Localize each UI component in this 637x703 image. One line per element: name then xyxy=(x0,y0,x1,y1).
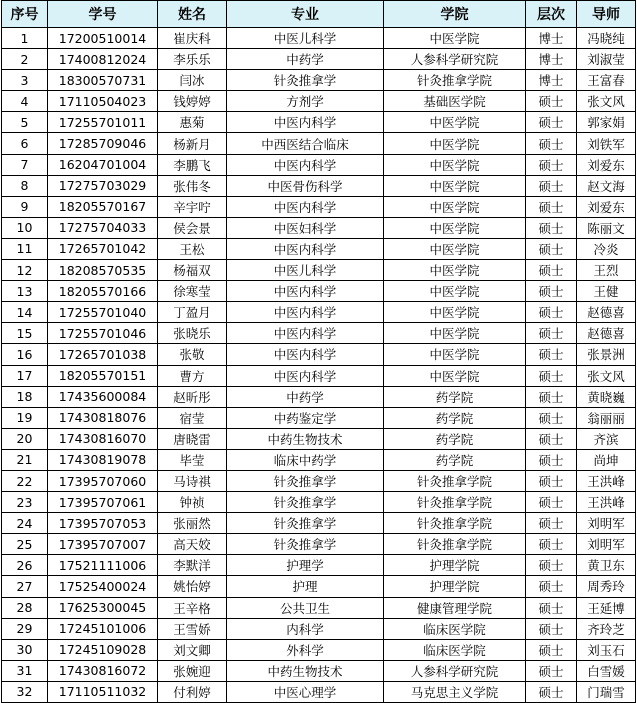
index-cell: 15 xyxy=(2,323,48,344)
college-cell: 中医学院 xyxy=(384,133,526,154)
student-id-cell: 16204701004 xyxy=(48,154,158,175)
advisor-cell: 刘明军 xyxy=(577,513,636,534)
student-id-cell: 18205570166 xyxy=(48,281,158,302)
level-cell: 硕士 xyxy=(526,217,577,238)
college-cell: 药学院 xyxy=(384,449,526,470)
student-id-cell: 17430818076 xyxy=(48,407,158,428)
college-cell: 基础医学院 xyxy=(384,91,526,112)
major-cell: 中药学 xyxy=(227,386,384,407)
index-cell: 6 xyxy=(2,133,48,154)
advisor-cell: 王延博 xyxy=(577,597,636,618)
advisor-cell: 黄晓巍 xyxy=(577,386,636,407)
table-body xyxy=(2,28,636,703)
name-cell: 张丽然 xyxy=(158,513,227,534)
student-id-cell: 17435600084 xyxy=(48,386,158,407)
college-cell: 临床医学院 xyxy=(384,618,526,639)
name-cell: 张伟冬 xyxy=(158,175,227,196)
index-cell: 13 xyxy=(2,281,48,302)
table-row xyxy=(2,449,636,470)
table-row xyxy=(2,28,636,49)
level-cell: 硕士 xyxy=(526,323,577,344)
name-cell: 李鹏飞 xyxy=(158,154,227,175)
advisor-cell: 齐玲芝 xyxy=(577,618,636,639)
advisor-cell: 冯晓纯 xyxy=(577,28,636,49)
student-id-cell: 17430819078 xyxy=(48,449,158,470)
student-id-cell: 17265701038 xyxy=(48,344,158,365)
advisor-cell: 刘铁军 xyxy=(577,133,636,154)
advisor-cell: 刘爱东 xyxy=(577,196,636,217)
table-row xyxy=(2,365,636,386)
table-row xyxy=(2,154,636,175)
student-id-cell: 17275704033 xyxy=(48,217,158,238)
level-cell: 硕士 xyxy=(526,344,577,365)
name-cell: 徐寒莹 xyxy=(158,281,227,302)
level-cell: 硕士 xyxy=(526,618,577,639)
student-roster-table xyxy=(1,0,636,703)
index-cell: 16 xyxy=(2,344,48,365)
major-cell: 中医妇科学 xyxy=(227,217,384,238)
major-cell: 公共卫生 xyxy=(227,597,384,618)
table-row xyxy=(2,534,636,555)
level-cell: 博士 xyxy=(526,49,577,70)
level-cell: 硕士 xyxy=(526,260,577,281)
level-cell: 硕士 xyxy=(526,534,577,555)
advisor-cell: 黄卫东 xyxy=(577,555,636,576)
advisor-cell: 翁丽丽 xyxy=(577,407,636,428)
college-cell: 中医学院 xyxy=(384,175,526,196)
name-cell: 高天姣 xyxy=(158,534,227,555)
name-cell: 惠菊 xyxy=(158,112,227,133)
college-cell: 针灸推拿学院 xyxy=(384,534,526,555)
level-cell: 硕士 xyxy=(526,407,577,428)
table-row xyxy=(2,323,636,344)
header-row xyxy=(2,1,636,28)
level-cell: 硕士 xyxy=(526,112,577,133)
advisor-cell: 王烈 xyxy=(577,260,636,281)
level-cell: 硕士 xyxy=(526,492,577,513)
level-cell: 硕士 xyxy=(526,576,577,597)
index-cell: 19 xyxy=(2,407,48,428)
level-cell: 硕士 xyxy=(526,365,577,386)
major-cell: 中医心理学 xyxy=(227,681,384,702)
index-cell: 32 xyxy=(2,681,48,702)
table-row xyxy=(2,175,636,196)
header-student-id: 学号 xyxy=(48,1,158,28)
level-cell: 博士 xyxy=(526,70,577,91)
table-row xyxy=(2,660,636,681)
level-cell: 硕士 xyxy=(526,91,577,112)
student-id-cell: 17430816070 xyxy=(48,428,158,449)
table-row xyxy=(2,576,636,597)
student-id-cell: 17110511032 xyxy=(48,681,158,702)
student-id-cell: 17395707060 xyxy=(48,470,158,491)
table-row xyxy=(2,681,636,702)
student-id-cell: 18205570151 xyxy=(48,365,158,386)
name-cell: 毕莹 xyxy=(158,449,227,470)
table-row xyxy=(2,555,636,576)
college-cell: 中医学院 xyxy=(384,344,526,365)
student-id-cell: 17245109028 xyxy=(48,639,158,660)
name-cell: 李默洋 xyxy=(158,555,227,576)
index-cell: 2 xyxy=(2,49,48,70)
index-cell: 10 xyxy=(2,217,48,238)
advisor-cell: 赵文海 xyxy=(577,175,636,196)
student-id-cell: 18208570535 xyxy=(48,260,158,281)
major-cell: 中医内科学 xyxy=(227,344,384,365)
major-cell: 针灸推拿学 xyxy=(227,534,384,555)
college-cell: 临床医学院 xyxy=(384,639,526,660)
major-cell: 内科学 xyxy=(227,618,384,639)
index-cell: 20 xyxy=(2,428,48,449)
index-cell: 18 xyxy=(2,386,48,407)
name-cell: 马诗祺 xyxy=(158,470,227,491)
major-cell: 外科学 xyxy=(227,639,384,660)
student-id-cell: 17265701042 xyxy=(48,238,158,259)
major-cell: 中药鉴定学 xyxy=(227,407,384,428)
index-cell: 21 xyxy=(2,449,48,470)
header-advisor: 导师 xyxy=(577,1,636,28)
name-cell: 赵昕彤 xyxy=(158,386,227,407)
table-row xyxy=(2,470,636,491)
student-id-cell: 17255701040 xyxy=(48,302,158,323)
name-cell: 唐晓雷 xyxy=(158,428,227,449)
name-cell: 钱婷婷 xyxy=(158,91,227,112)
table-row xyxy=(2,618,636,639)
level-cell: 硕士 xyxy=(526,281,577,302)
advisor-cell: 王健 xyxy=(577,281,636,302)
major-cell: 针灸推拿学 xyxy=(227,513,384,534)
name-cell: 侯会景 xyxy=(158,217,227,238)
level-cell: 硕士 xyxy=(526,449,577,470)
index-cell: 30 xyxy=(2,639,48,660)
college-cell: 药学院 xyxy=(384,407,526,428)
advisor-cell: 尚坤 xyxy=(577,449,636,470)
index-cell: 1 xyxy=(2,28,48,49)
name-cell: 杨福双 xyxy=(158,260,227,281)
student-id-cell: 17395707061 xyxy=(48,492,158,513)
college-cell: 针灸推拿学院 xyxy=(384,470,526,491)
major-cell: 中医内科学 xyxy=(227,112,384,133)
major-cell: 中医内科学 xyxy=(227,154,384,175)
major-cell: 中医骨伤科学 xyxy=(227,175,384,196)
table-row xyxy=(2,639,636,660)
advisor-cell: 王洪峰 xyxy=(577,492,636,513)
index-cell: 27 xyxy=(2,576,48,597)
student-id-cell: 17285709046 xyxy=(48,133,158,154)
level-cell: 硕士 xyxy=(526,470,577,491)
student-id-cell: 17430816072 xyxy=(48,660,158,681)
college-cell: 人参科学研究院 xyxy=(384,660,526,681)
advisor-cell: 刘爱东 xyxy=(577,154,636,175)
student-id-cell: 17521111006 xyxy=(48,555,158,576)
major-cell: 中医内科学 xyxy=(227,238,384,259)
college-cell: 中医学院 xyxy=(384,281,526,302)
college-cell: 中医学院 xyxy=(384,365,526,386)
table-row xyxy=(2,302,636,323)
student-id-cell: 17400812024 xyxy=(48,49,158,70)
major-cell: 中医内科学 xyxy=(227,196,384,217)
level-cell: 硕士 xyxy=(526,386,577,407)
student-id-cell: 17110504023 xyxy=(48,91,158,112)
advisor-cell: 王洪峰 xyxy=(577,470,636,491)
table-row xyxy=(2,344,636,365)
advisor-cell: 刘淑莹 xyxy=(577,49,636,70)
level-cell: 硕士 xyxy=(526,597,577,618)
college-cell: 中医学院 xyxy=(384,154,526,175)
college-cell: 中医学院 xyxy=(384,302,526,323)
major-cell: 中医内科学 xyxy=(227,365,384,386)
name-cell: 钟祯 xyxy=(158,492,227,513)
name-cell: 曹方 xyxy=(158,365,227,386)
index-cell: 26 xyxy=(2,555,48,576)
level-cell: 硕士 xyxy=(526,513,577,534)
student-id-cell: 18300570731 xyxy=(48,70,158,91)
advisor-cell: 冷炎 xyxy=(577,238,636,259)
table-row xyxy=(2,281,636,302)
index-cell: 11 xyxy=(2,238,48,259)
advisor-cell: 郭家娟 xyxy=(577,112,636,133)
name-cell: 丁盈月 xyxy=(158,302,227,323)
college-cell: 中医学院 xyxy=(384,260,526,281)
major-cell: 针灸推拿学 xyxy=(227,470,384,491)
level-cell: 博士 xyxy=(526,28,577,49)
college-cell: 针灸推拿学院 xyxy=(384,70,526,91)
college-cell: 护理学院 xyxy=(384,555,526,576)
advisor-cell: 张景洲 xyxy=(577,344,636,365)
table-row xyxy=(2,133,636,154)
major-cell: 中药学 xyxy=(227,49,384,70)
student-id-cell: 17275703029 xyxy=(48,175,158,196)
level-cell: 硕士 xyxy=(526,196,577,217)
table-row xyxy=(2,597,636,618)
advisor-cell: 赵德喜 xyxy=(577,323,636,344)
header-level: 层次 xyxy=(526,1,577,28)
name-cell: 杨新月 xyxy=(158,133,227,154)
table-row xyxy=(2,260,636,281)
index-cell: 17 xyxy=(2,365,48,386)
table-row xyxy=(2,112,636,133)
table-row xyxy=(2,407,636,428)
table-row xyxy=(2,70,636,91)
index-cell: 29 xyxy=(2,618,48,639)
table-row xyxy=(2,492,636,513)
name-cell: 付利婷 xyxy=(158,681,227,702)
name-cell: 王松 xyxy=(158,238,227,259)
college-cell: 健康管理学院 xyxy=(384,597,526,618)
name-cell: 辛宇咛 xyxy=(158,196,227,217)
major-cell: 护理学 xyxy=(227,555,384,576)
index-cell: 12 xyxy=(2,260,48,281)
level-cell: 硕士 xyxy=(526,555,577,576)
name-cell: 闫冰 xyxy=(158,70,227,91)
major-cell: 中药生物技术 xyxy=(227,428,384,449)
college-cell: 中医学院 xyxy=(384,196,526,217)
major-cell: 中医内科学 xyxy=(227,323,384,344)
level-cell: 硕士 xyxy=(526,639,577,660)
name-cell: 王雪娇 xyxy=(158,618,227,639)
table-row xyxy=(2,386,636,407)
table-row xyxy=(2,428,636,449)
index-cell: 23 xyxy=(2,492,48,513)
major-cell: 中医内科学 xyxy=(227,302,384,323)
college-cell: 针灸推拿学院 xyxy=(384,492,526,513)
major-cell: 中医儿科学 xyxy=(227,28,384,49)
student-id-cell: 17200510014 xyxy=(48,28,158,49)
college-cell: 中医学院 xyxy=(384,238,526,259)
advisor-cell: 白雪媛 xyxy=(577,660,636,681)
index-cell: 31 xyxy=(2,660,48,681)
student-id-cell: 17255701011 xyxy=(48,112,158,133)
name-cell: 李乐乐 xyxy=(158,49,227,70)
major-cell: 临床中药学 xyxy=(227,449,384,470)
table-header xyxy=(2,1,636,28)
college-cell: 马克思主义学院 xyxy=(384,681,526,702)
advisor-cell: 齐滨 xyxy=(577,428,636,449)
index-cell: 24 xyxy=(2,513,48,534)
advisor-cell: 赵德喜 xyxy=(577,302,636,323)
student-id-cell: 17395707007 xyxy=(48,534,158,555)
college-cell: 药学院 xyxy=(384,386,526,407)
student-id-cell: 18205570167 xyxy=(48,196,158,217)
advisor-cell: 刘玉石 xyxy=(577,639,636,660)
advisor-cell: 张文风 xyxy=(577,365,636,386)
name-cell: 姚怡婷 xyxy=(158,576,227,597)
major-cell: 方剂学 xyxy=(227,91,384,112)
college-cell: 药学院 xyxy=(384,428,526,449)
college-cell: 中医学院 xyxy=(384,112,526,133)
table-row xyxy=(2,238,636,259)
name-cell: 崔庆科 xyxy=(158,28,227,49)
advisor-cell: 王富春 xyxy=(577,70,636,91)
college-cell: 护理学院 xyxy=(384,576,526,597)
student-id-cell: 17255701046 xyxy=(48,323,158,344)
major-cell: 中药生物技术 xyxy=(227,660,384,681)
index-cell: 7 xyxy=(2,154,48,175)
college-cell: 针灸推拿学院 xyxy=(384,513,526,534)
level-cell: 硕士 xyxy=(526,660,577,681)
major-cell: 中西医结合临床 xyxy=(227,133,384,154)
advisor-cell: 张文风 xyxy=(577,91,636,112)
level-cell: 硕士 xyxy=(526,133,577,154)
index-cell: 8 xyxy=(2,175,48,196)
header-index: 序号 xyxy=(2,1,48,28)
index-cell: 14 xyxy=(2,302,48,323)
level-cell: 硕士 xyxy=(526,428,577,449)
advisor-cell: 刘明军 xyxy=(577,534,636,555)
student-id-cell: 17625300045 xyxy=(48,597,158,618)
student-id-cell: 17525400024 xyxy=(48,576,158,597)
table-row xyxy=(2,217,636,238)
index-cell: 3 xyxy=(2,70,48,91)
major-cell: 护理 xyxy=(227,576,384,597)
major-cell: 针灸推拿学 xyxy=(227,70,384,91)
name-cell: 王辛格 xyxy=(158,597,227,618)
college-cell: 中医学院 xyxy=(384,217,526,238)
major-cell: 中医儿科学 xyxy=(227,260,384,281)
name-cell: 张敬 xyxy=(158,344,227,365)
table-row xyxy=(2,49,636,70)
advisor-cell: 门瑞雪 xyxy=(577,681,636,702)
college-cell: 人参科学研究院 xyxy=(384,49,526,70)
advisor-cell: 陈丽文 xyxy=(577,217,636,238)
header-major: 专业 xyxy=(227,1,384,28)
table-row xyxy=(2,513,636,534)
index-cell: 9 xyxy=(2,196,48,217)
level-cell: 硕士 xyxy=(526,681,577,702)
index-cell: 25 xyxy=(2,534,48,555)
name-cell: 刘文卿 xyxy=(158,639,227,660)
college-cell: 中医学院 xyxy=(384,323,526,344)
level-cell: 硕士 xyxy=(526,238,577,259)
table-row xyxy=(2,91,636,112)
name-cell: 张婉迎 xyxy=(158,660,227,681)
header-name: 姓名 xyxy=(158,1,227,28)
level-cell: 硕士 xyxy=(526,175,577,196)
major-cell: 中医内科学 xyxy=(227,281,384,302)
header-college: 学院 xyxy=(384,1,526,28)
table-row xyxy=(2,196,636,217)
college-cell: 中医学院 xyxy=(384,28,526,49)
level-cell: 硕士 xyxy=(526,302,577,323)
level-cell: 硕士 xyxy=(526,154,577,175)
index-cell: 4 xyxy=(2,91,48,112)
index-cell: 28 xyxy=(2,597,48,618)
name-cell: 张晓乐 xyxy=(158,323,227,344)
index-cell: 22 xyxy=(2,470,48,491)
advisor-cell: 周秀玲 xyxy=(577,576,636,597)
name-cell: 宿莹 xyxy=(158,407,227,428)
index-cell: 5 xyxy=(2,112,48,133)
student-id-cell: 17395707053 xyxy=(48,513,158,534)
student-id-cell: 17245101006 xyxy=(48,618,158,639)
major-cell: 针灸推拿学 xyxy=(227,492,384,513)
